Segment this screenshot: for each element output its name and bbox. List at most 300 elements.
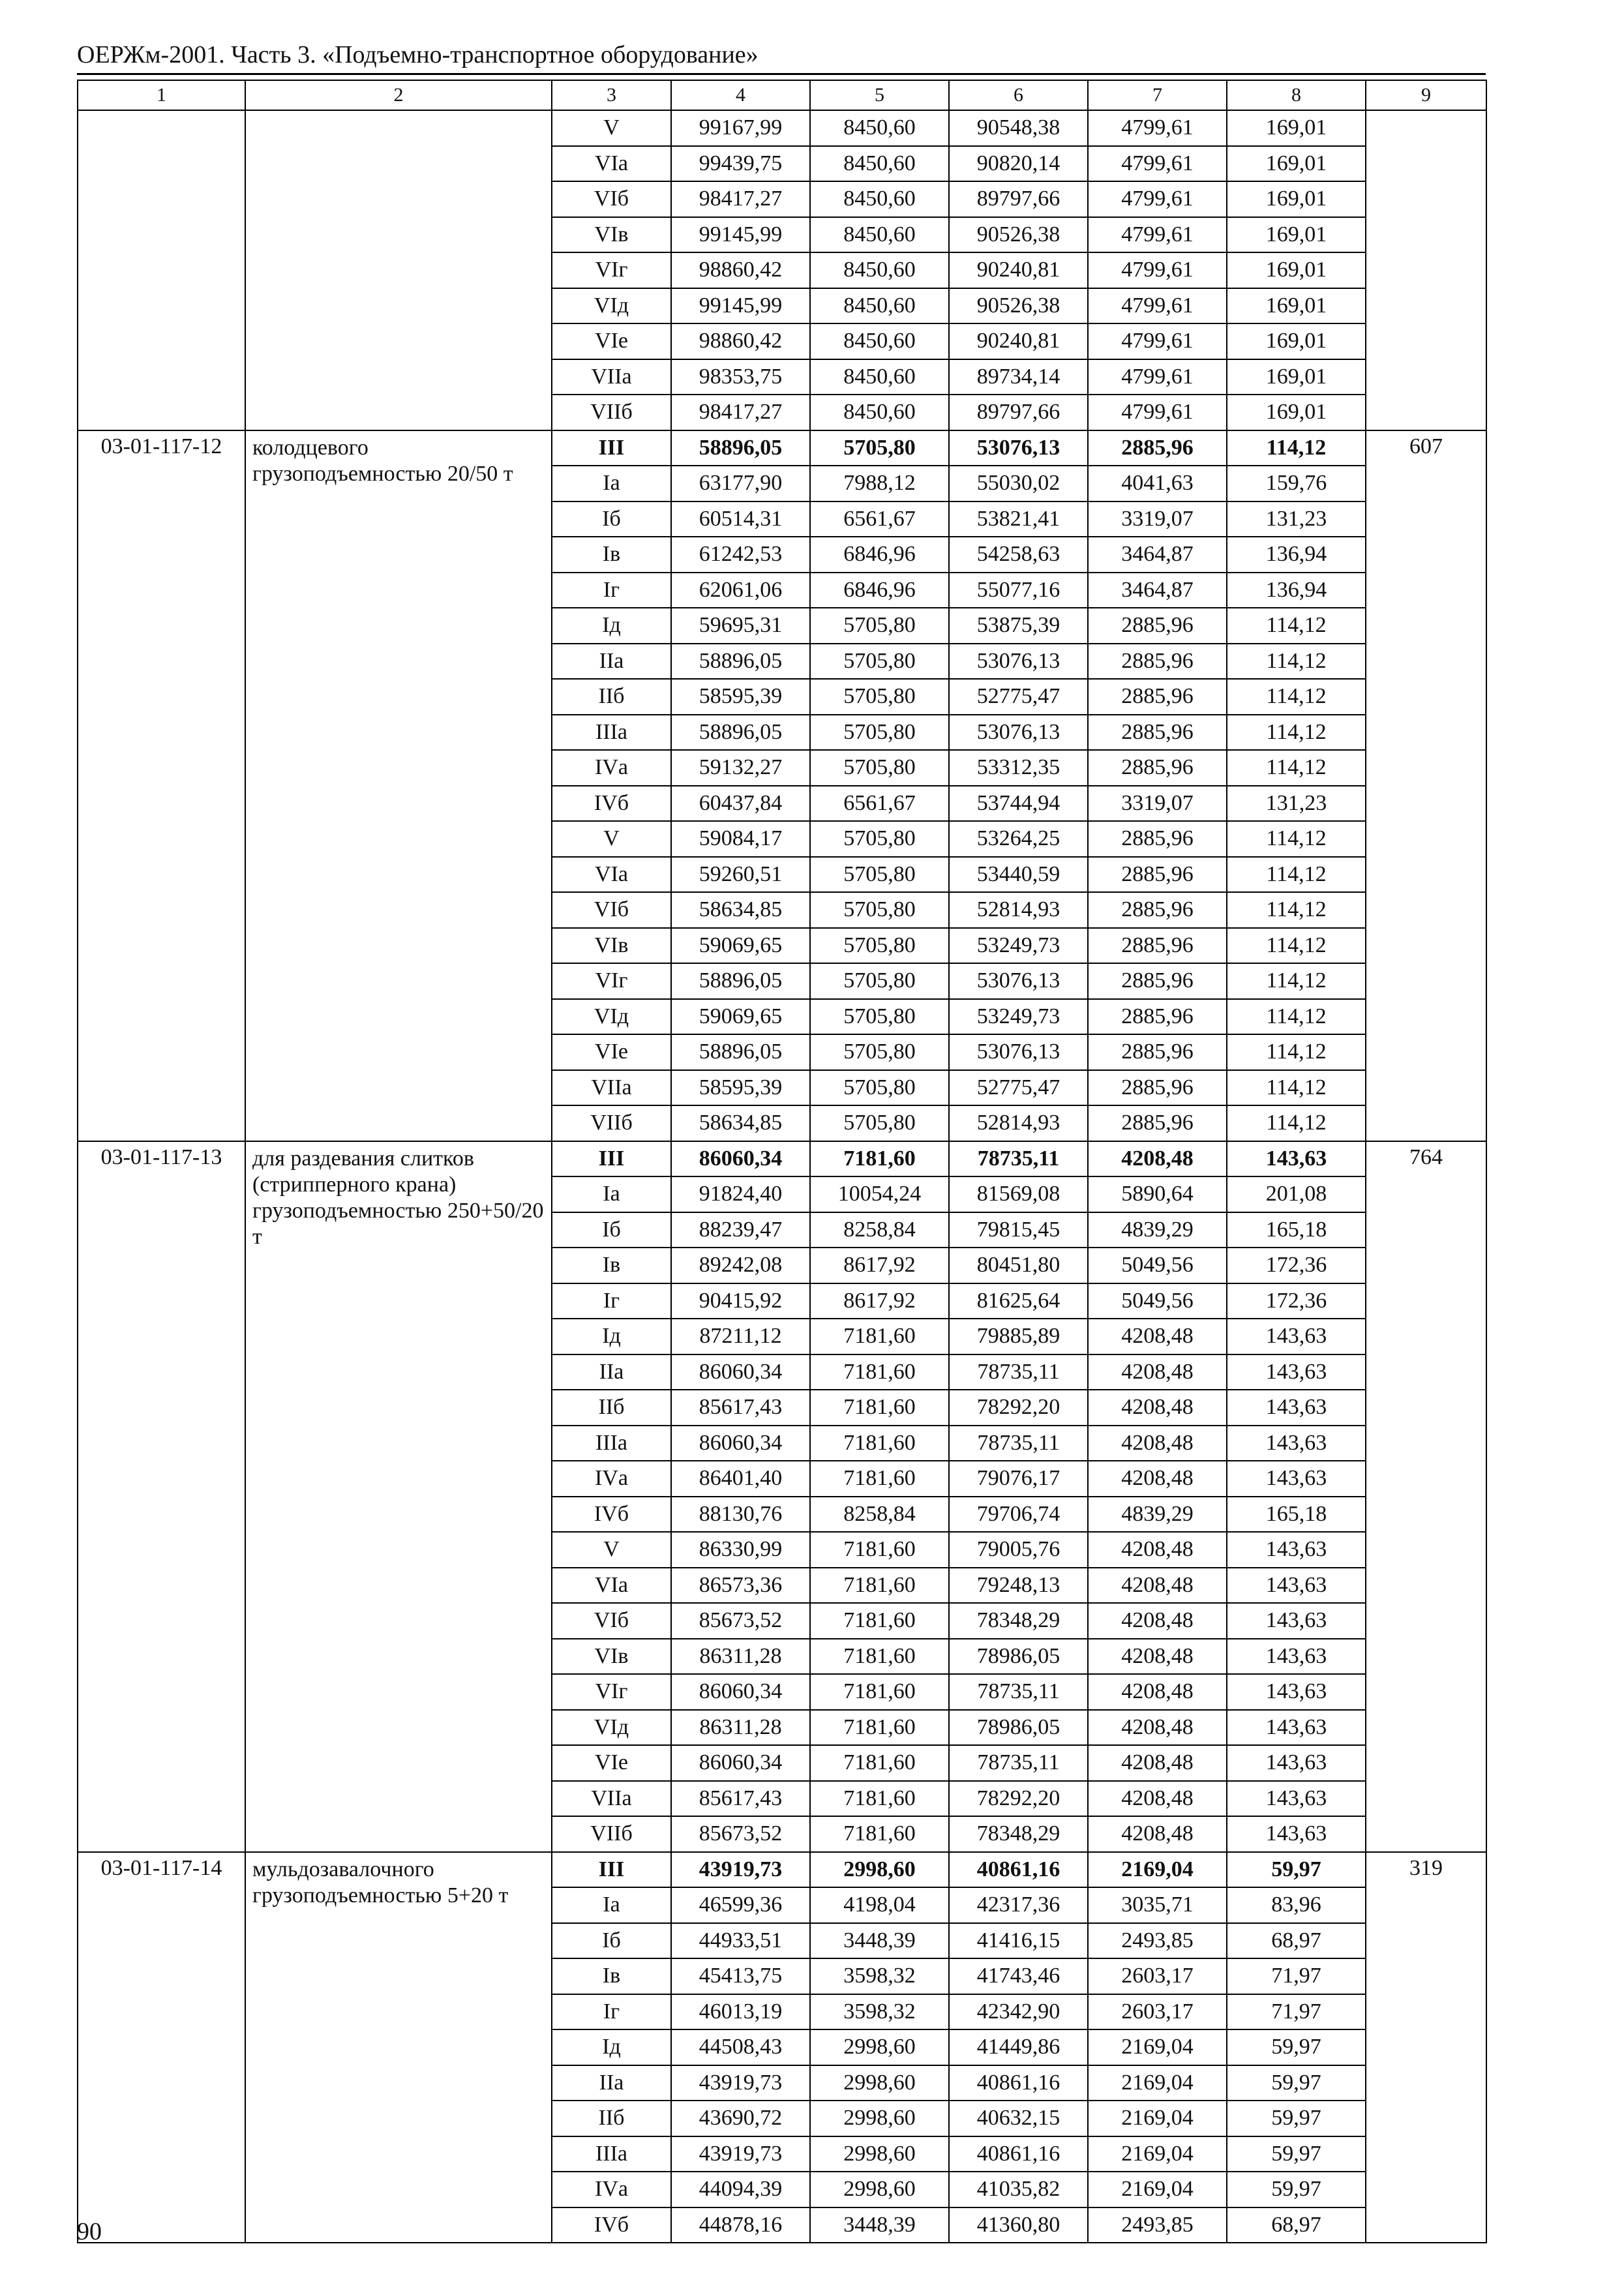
value-cell: Iв xyxy=(552,1248,671,1283)
value-cell: 143,63 xyxy=(1227,1816,1366,1852)
value-cell: 4799,61 xyxy=(1088,146,1227,182)
value-cell: 4799,61 xyxy=(1088,359,1227,395)
value-cell: 2998,60 xyxy=(810,2029,949,2065)
value-cell: 58896,05 xyxy=(671,1034,810,1070)
value-cell: 2885,96 xyxy=(1088,963,1227,999)
value-cell: 6846,96 xyxy=(810,537,949,573)
value-cell: 3448,39 xyxy=(810,2207,949,2243)
value-cell: 71,97 xyxy=(1227,1994,1366,2030)
value-cell: 7988,12 xyxy=(810,466,949,501)
value-cell: 4208,48 xyxy=(1088,1390,1227,1426)
value-cell: VIд xyxy=(552,999,671,1035)
column-number: 5 xyxy=(810,80,949,110)
value-cell: 5705,80 xyxy=(810,999,949,1035)
value-cell: 43919,73 xyxy=(671,2136,810,2172)
value-cell: 8617,92 xyxy=(810,1248,949,1283)
value-cell: 5705,80 xyxy=(810,430,949,466)
value-cell: 53076,13 xyxy=(949,644,1088,680)
value-cell: 90820,14 xyxy=(949,146,1088,182)
value-cell: 8258,84 xyxy=(810,1212,949,1248)
value-cell: 62061,06 xyxy=(671,573,810,608)
value-cell: 89734,14 xyxy=(949,359,1088,395)
value-cell: 2885,96 xyxy=(1088,679,1227,715)
value-cell: 41416,15 xyxy=(949,1923,1088,1959)
item-code: 03-01-117-13 xyxy=(78,1141,245,1852)
value-cell: 169,01 xyxy=(1227,288,1366,324)
column-number: 1 xyxy=(78,80,245,110)
value-cell: 136,94 xyxy=(1227,537,1366,573)
value-cell: 78735,11 xyxy=(949,1745,1088,1781)
value-cell: 53076,13 xyxy=(949,963,1088,999)
item-count: 607 xyxy=(1366,430,1486,1141)
value-cell: 44508,43 xyxy=(671,2029,810,2065)
value-cell: Iа xyxy=(552,1887,671,1923)
value-cell: 114,12 xyxy=(1227,1105,1366,1141)
value-cell: 4208,48 xyxy=(1088,1710,1227,1746)
value-cell: 88239,47 xyxy=(671,1212,810,1248)
value-cell: 4799,61 xyxy=(1088,323,1227,359)
value-cell: VIе xyxy=(552,1745,671,1781)
value-cell: IIIа xyxy=(552,715,671,751)
item-count: 319 xyxy=(1366,1852,1486,2243)
value-cell: 43690,72 xyxy=(671,2101,810,2136)
value-cell: 169,01 xyxy=(1227,252,1366,288)
value-cell: 41035,82 xyxy=(949,2172,1088,2207)
value-cell: 53076,13 xyxy=(949,1034,1088,1070)
value-cell: 4208,48 xyxy=(1088,1319,1227,1354)
value-cell: IIа xyxy=(552,1354,671,1390)
value-cell: VIе xyxy=(552,1034,671,1070)
value-cell: 59069,65 xyxy=(671,928,810,964)
value-cell: 44933,51 xyxy=(671,1923,810,1959)
value-cell: 53264,25 xyxy=(949,821,1088,857)
value-cell: 2169,04 xyxy=(1088,2172,1227,2207)
value-cell: Iв xyxy=(552,537,671,573)
value-cell: 5705,80 xyxy=(810,892,949,928)
value-cell: 5705,80 xyxy=(810,1070,949,1106)
table-row xyxy=(78,430,1486,466)
value-cell: 136,94 xyxy=(1227,573,1366,608)
value-cell: 4799,61 xyxy=(1088,181,1227,217)
value-cell: 2169,04 xyxy=(1088,2029,1227,2065)
value-cell: 8450,60 xyxy=(810,359,949,395)
value-cell: 54258,63 xyxy=(949,537,1088,573)
table-row xyxy=(78,1141,1486,1177)
item-name: колодцевого грузоподъемностью 20/50 т xyxy=(245,430,552,1141)
value-cell: VIIб xyxy=(552,1816,671,1852)
item-code: 03-01-117-12 xyxy=(78,430,245,1141)
value-cell: 169,01 xyxy=(1227,323,1366,359)
value-cell: 78348,29 xyxy=(949,1816,1088,1852)
value-cell: IIб xyxy=(552,2101,671,2136)
value-cell: 58896,05 xyxy=(671,644,810,680)
value-cell: 99167,99 xyxy=(671,110,810,146)
value-cell: 5705,80 xyxy=(810,1105,949,1141)
price-table-body xyxy=(78,80,1486,2243)
value-cell: III xyxy=(552,1852,671,1888)
value-cell: 143,63 xyxy=(1227,1639,1366,1675)
value-cell: 90415,92 xyxy=(671,1283,810,1319)
value-cell: 143,63 xyxy=(1227,1461,1366,1497)
value-cell: 68,97 xyxy=(1227,1923,1366,1959)
value-cell: 53875,39 xyxy=(949,608,1088,644)
value-cell: 41449,86 xyxy=(949,2029,1088,2065)
column-number: 7 xyxy=(1088,80,1227,110)
value-cell: 2885,96 xyxy=(1088,750,1227,786)
value-cell: 59695,31 xyxy=(671,608,810,644)
value-cell: 2169,04 xyxy=(1088,2101,1227,2136)
value-cell: 3598,32 xyxy=(810,1994,949,2030)
column-number: 6 xyxy=(949,80,1088,110)
value-cell: 7181,60 xyxy=(810,1816,949,1852)
value-cell: 114,12 xyxy=(1227,963,1366,999)
value-cell: 2885,96 xyxy=(1088,608,1227,644)
value-cell: 172,36 xyxy=(1227,1248,1366,1283)
value-cell: 45413,75 xyxy=(671,1958,810,1994)
value-cell: 53312,35 xyxy=(949,750,1088,786)
value-cell: 4208,48 xyxy=(1088,1354,1227,1390)
value-cell: 60514,31 xyxy=(671,501,810,537)
value-cell: 2169,04 xyxy=(1088,2065,1227,2101)
value-cell: 86060,34 xyxy=(671,1426,810,1461)
value-cell: 58595,39 xyxy=(671,679,810,715)
value-cell: 40861,16 xyxy=(949,1852,1088,1888)
item-count: 764 xyxy=(1366,1141,1486,1852)
value-cell: 4799,61 xyxy=(1088,288,1227,324)
value-cell: Iа xyxy=(552,466,671,501)
column-number: 9 xyxy=(1366,80,1486,110)
value-cell: VIа xyxy=(552,857,671,893)
value-cell: 143,63 xyxy=(1227,1319,1366,1354)
value-cell: 40861,16 xyxy=(949,2065,1088,2101)
value-cell: 46599,36 xyxy=(671,1887,810,1923)
value-cell: VIб xyxy=(552,181,671,217)
value-cell: 7181,60 xyxy=(810,1426,949,1461)
price-table xyxy=(77,80,1487,2243)
value-cell: 114,12 xyxy=(1227,999,1366,1035)
value-cell: 2885,96 xyxy=(1088,715,1227,751)
value-cell: 41743,46 xyxy=(949,1958,1088,1994)
value-cell: 2493,85 xyxy=(1088,1923,1227,1959)
value-cell: 98417,27 xyxy=(671,181,810,217)
value-cell: 91824,40 xyxy=(671,1176,810,1212)
value-cell: 2603,17 xyxy=(1088,1958,1227,1994)
value-cell: 4799,61 xyxy=(1088,252,1227,288)
item-name: мульдозавалочного грузоподъемностью 5+20 т xyxy=(245,1852,552,2243)
value-cell: 2885,96 xyxy=(1088,857,1227,893)
value-cell: 79076,17 xyxy=(949,1461,1088,1497)
value-cell: 52814,93 xyxy=(949,1105,1088,1141)
value-cell: 143,63 xyxy=(1227,1354,1366,1390)
value-cell: 7181,60 xyxy=(810,1390,949,1426)
value-cell: 78348,29 xyxy=(949,1603,1088,1639)
value-cell: IIIа xyxy=(552,2136,671,2172)
value-cell: 86060,34 xyxy=(671,1745,810,1781)
value-cell: 78735,11 xyxy=(949,1354,1088,1390)
value-cell: 114,12 xyxy=(1227,1070,1366,1106)
value-cell: 79885,89 xyxy=(949,1319,1088,1354)
value-cell: 3464,87 xyxy=(1088,573,1227,608)
value-cell: IIб xyxy=(552,679,671,715)
value-cell: 83,96 xyxy=(1227,1887,1366,1923)
value-cell: 99145,99 xyxy=(671,288,810,324)
table-row xyxy=(78,110,1486,146)
value-cell: Iг xyxy=(552,573,671,608)
value-cell: IIб xyxy=(552,1390,671,1426)
value-cell: VIб xyxy=(552,1603,671,1639)
value-cell: 53076,13 xyxy=(949,430,1088,466)
value-cell: 86311,28 xyxy=(671,1639,810,1675)
value-cell: 8258,84 xyxy=(810,1497,949,1533)
value-cell: VIIб xyxy=(552,395,671,430)
value-cell: 169,01 xyxy=(1227,359,1366,395)
value-cell: VIг xyxy=(552,1674,671,1710)
value-cell: 98417,27 xyxy=(671,395,810,430)
value-cell: IVб xyxy=(552,1497,671,1533)
value-cell: 40861,16 xyxy=(949,2136,1088,2172)
value-cell: 143,63 xyxy=(1227,1568,1366,1604)
value-cell: 8450,60 xyxy=(810,395,949,430)
value-cell: 3598,32 xyxy=(810,1958,949,1994)
value-cell: Iг xyxy=(552,1994,671,2030)
value-cell: 86060,34 xyxy=(671,1674,810,1710)
value-cell: 63177,90 xyxy=(671,466,810,501)
value-cell: 59132,27 xyxy=(671,750,810,786)
value-cell: 85617,43 xyxy=(671,1781,810,1817)
value-cell: 99439,75 xyxy=(671,146,810,182)
value-cell: 8450,60 xyxy=(810,288,949,324)
value-cell: 7181,60 xyxy=(810,1532,949,1568)
value-cell: VIг xyxy=(552,963,671,999)
value-cell: V xyxy=(552,821,671,857)
value-cell: 44878,16 xyxy=(671,2207,810,2243)
value-cell: 90526,38 xyxy=(949,217,1088,253)
value-cell: 79005,76 xyxy=(949,1532,1088,1568)
value-cell: 5705,80 xyxy=(810,963,949,999)
value-cell: Iд xyxy=(552,608,671,644)
value-cell: 143,63 xyxy=(1227,1532,1366,1568)
value-cell: VIа xyxy=(552,1568,671,1604)
value-cell: 2885,96 xyxy=(1088,1034,1227,1070)
value-cell: 7181,60 xyxy=(810,1603,949,1639)
value-cell: 61242,53 xyxy=(671,537,810,573)
value-cell: VIа xyxy=(552,146,671,182)
value-cell: 53821,41 xyxy=(949,501,1088,537)
value-cell: 131,23 xyxy=(1227,501,1366,537)
value-cell: 81625,64 xyxy=(949,1283,1088,1319)
value-cell: 58595,39 xyxy=(671,1070,810,1106)
value-cell: 159,76 xyxy=(1227,466,1366,501)
value-cell: 86060,34 xyxy=(671,1141,810,1177)
value-cell: 53744,94 xyxy=(949,786,1088,822)
value-cell: VIг xyxy=(552,252,671,288)
value-cell: 78986,05 xyxy=(949,1710,1088,1746)
value-cell: 7181,60 xyxy=(810,1710,949,1746)
value-cell: 86401,40 xyxy=(671,1461,810,1497)
value-cell: 86330,99 xyxy=(671,1532,810,1568)
value-cell: 85617,43 xyxy=(671,1390,810,1426)
value-cell: 52814,93 xyxy=(949,892,1088,928)
value-cell: 5890,64 xyxy=(1088,1176,1227,1212)
value-cell: V xyxy=(552,110,671,146)
value-cell: 42342,90 xyxy=(949,1994,1088,2030)
value-cell: 53249,73 xyxy=(949,999,1088,1035)
value-cell: 2998,60 xyxy=(810,1852,949,1888)
value-cell: 8450,60 xyxy=(810,252,949,288)
value-cell: IIIа xyxy=(552,1426,671,1461)
value-cell: 53249,73 xyxy=(949,928,1088,964)
value-cell: 79248,13 xyxy=(949,1568,1088,1604)
value-cell: VIб xyxy=(552,892,671,928)
value-cell: 78292,20 xyxy=(949,1390,1088,1426)
value-cell: 4208,48 xyxy=(1088,1674,1227,1710)
value-cell: 2885,96 xyxy=(1088,892,1227,928)
value-cell: 78735,11 xyxy=(949,1674,1088,1710)
value-cell: VIв xyxy=(552,928,671,964)
value-cell: VIIб xyxy=(552,1105,671,1141)
value-cell: VIе xyxy=(552,323,671,359)
value-cell: 7181,60 xyxy=(810,1354,949,1390)
value-cell: 2885,96 xyxy=(1088,999,1227,1035)
value-cell: 86573,36 xyxy=(671,1568,810,1604)
value-cell: 79815,45 xyxy=(949,1212,1088,1248)
value-cell: 2998,60 xyxy=(810,2172,949,2207)
value-cell: 90548,38 xyxy=(949,110,1088,146)
column-number: 4 xyxy=(671,80,810,110)
value-cell: IVб xyxy=(552,2207,671,2243)
value-cell: 2998,60 xyxy=(810,2065,949,2101)
value-cell: VIIа xyxy=(552,359,671,395)
value-cell: 7181,60 xyxy=(810,1141,949,1177)
value-cell: 5705,80 xyxy=(810,928,949,964)
value-cell: 114,12 xyxy=(1227,608,1366,644)
value-cell: 4799,61 xyxy=(1088,395,1227,430)
value-cell: 4799,61 xyxy=(1088,217,1227,253)
value-cell: 58896,05 xyxy=(671,430,810,466)
value-cell: 99145,99 xyxy=(671,217,810,253)
value-cell: 5049,56 xyxy=(1088,1248,1227,1283)
value-cell: 4208,48 xyxy=(1088,1781,1227,1817)
value-cell: 2169,04 xyxy=(1088,2136,1227,2172)
item-code: 03-01-117-14 xyxy=(78,1852,245,2243)
value-cell: 2885,96 xyxy=(1088,1105,1227,1141)
value-cell: 4208,48 xyxy=(1088,1568,1227,1604)
value-cell: 7181,60 xyxy=(810,1639,949,1675)
value-cell: 2493,85 xyxy=(1088,2207,1227,2243)
value-cell: 143,63 xyxy=(1227,1141,1366,1177)
value-cell: 3448,39 xyxy=(810,1923,949,1959)
value-cell: 44094,39 xyxy=(671,2172,810,2207)
value-cell: 5705,80 xyxy=(810,750,949,786)
value-cell: 41360,80 xyxy=(949,2207,1088,2243)
value-cell: V xyxy=(552,1532,671,1568)
value-cell: 78735,11 xyxy=(949,1426,1088,1461)
value-cell: Iв xyxy=(552,1958,671,1994)
value-cell: Iа xyxy=(552,1176,671,1212)
value-cell: 7181,60 xyxy=(810,1674,949,1710)
value-cell: 5705,80 xyxy=(810,857,949,893)
value-cell: 89797,66 xyxy=(949,395,1088,430)
count-cell-empty xyxy=(1366,110,1486,430)
value-cell: 10054,24 xyxy=(810,1176,949,1212)
value-cell: 4208,48 xyxy=(1088,1745,1227,1781)
value-cell: 5705,80 xyxy=(810,715,949,751)
value-cell: 3464,87 xyxy=(1088,537,1227,573)
value-cell: 5705,80 xyxy=(810,644,949,680)
value-cell: VIIа xyxy=(552,1070,671,1106)
value-cell: IVа xyxy=(552,750,671,786)
value-cell: 79706,74 xyxy=(949,1497,1088,1533)
value-cell: 169,01 xyxy=(1227,181,1366,217)
value-cell: 114,12 xyxy=(1227,679,1366,715)
value-cell: 3319,07 xyxy=(1088,786,1227,822)
value-cell: 143,63 xyxy=(1227,1603,1366,1639)
value-cell: 143,63 xyxy=(1227,1745,1366,1781)
value-cell: 143,63 xyxy=(1227,1781,1366,1817)
value-cell: 43919,73 xyxy=(671,1852,810,1888)
value-cell: 88130,76 xyxy=(671,1497,810,1533)
value-cell: 80451,80 xyxy=(949,1248,1088,1283)
value-cell: 5705,80 xyxy=(810,1034,949,1070)
value-cell: 5049,56 xyxy=(1088,1283,1227,1319)
value-cell: Iб xyxy=(552,1923,671,1959)
value-cell: 2603,17 xyxy=(1088,1994,1227,2030)
value-cell: 59084,17 xyxy=(671,821,810,857)
value-cell: 169,01 xyxy=(1227,395,1366,430)
value-cell: 98860,42 xyxy=(671,323,810,359)
value-cell: 7181,60 xyxy=(810,1568,949,1604)
value-cell: IIа xyxy=(552,644,671,680)
value-cell: 5705,80 xyxy=(810,608,949,644)
value-cell: Iб xyxy=(552,501,671,537)
value-cell: VIд xyxy=(552,288,671,324)
value-cell: Iб xyxy=(552,1212,671,1248)
table-row xyxy=(78,1852,1486,1888)
value-cell: IVа xyxy=(552,1461,671,1497)
value-cell: 8450,60 xyxy=(810,181,949,217)
value-cell: 2885,96 xyxy=(1088,644,1227,680)
value-cell: 172,36 xyxy=(1227,1283,1366,1319)
value-cell: 52775,47 xyxy=(949,1070,1088,1106)
value-cell: 143,63 xyxy=(1227,1426,1366,1461)
value-cell: 59,97 xyxy=(1227,2029,1366,2065)
value-cell: 90240,81 xyxy=(949,323,1088,359)
value-cell: 4208,48 xyxy=(1088,1141,1227,1177)
value-cell: 78735,11 xyxy=(949,1141,1088,1177)
value-cell: III xyxy=(552,1141,671,1177)
value-cell: 7181,60 xyxy=(810,1461,949,1497)
value-cell: 169,01 xyxy=(1227,146,1366,182)
column-number: 3 xyxy=(552,80,671,110)
value-cell: 86060,34 xyxy=(671,1354,810,1390)
value-cell: 59,97 xyxy=(1227,2101,1366,2136)
value-cell: 2998,60 xyxy=(810,2136,949,2172)
value-cell: 114,12 xyxy=(1227,644,1366,680)
value-cell: 5705,80 xyxy=(810,821,949,857)
value-cell: 114,12 xyxy=(1227,750,1366,786)
value-cell: 3319,07 xyxy=(1088,501,1227,537)
value-cell: 4198,04 xyxy=(810,1887,949,1923)
value-cell: VIIа xyxy=(552,1781,671,1817)
value-cell: 7181,60 xyxy=(810,1745,949,1781)
value-cell: 2885,96 xyxy=(1088,1070,1227,1106)
value-cell: 58634,85 xyxy=(671,1105,810,1141)
value-cell: III xyxy=(552,430,671,466)
value-cell: 46013,19 xyxy=(671,1994,810,2030)
value-cell: 59,97 xyxy=(1227,2172,1366,2207)
value-cell: 143,63 xyxy=(1227,1710,1366,1746)
value-cell: 6561,67 xyxy=(810,786,949,822)
